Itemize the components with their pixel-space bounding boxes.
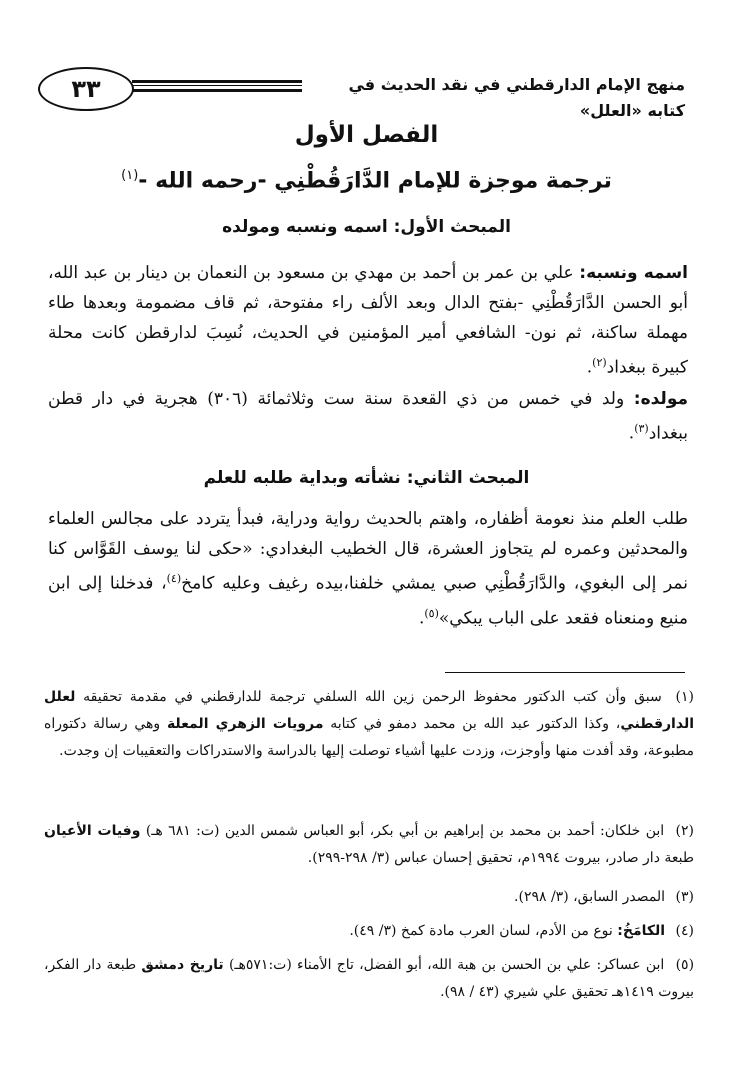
footnote-2-text: ابن خلكان: أحمد بن محمد بن إبراهيم بن أبي بكر، أبو العباس شمس الدين (ت: ٦٨١ هـ) <box>145 823 665 839</box>
footnote-1-book: لعلل الدارقطني <box>44 689 694 732</box>
footnote-ref-3[interactable]: (٣) <box>634 422 649 435</box>
footnote-3 <box>44 884 694 911</box>
header-rule <box>132 80 302 92</box>
footnote-1-text: سبق وأن كتب الدكتور محفوظ الرحمن زين الله السلفي ترجمة للدارقطني في مقدمة تحقيقه <box>83 689 662 705</box>
footnote-5 <box>44 952 694 1006</box>
footnote-5-number: (٥) <box>675 957 695 973</box>
footnote-5-book: تاريخ دمشق <box>141 957 224 973</box>
name-text: علي بن عمر بن أحمد بن مهدي بن مسعود بن النعمان بن دينار بن عبد الله، أبو الحسن الدَّارَقُطْنِي -بفتح الدال وبعد الألف راء مفتوحة، ثم قاف مضمومة وبعدها طاء مهملة ساكنة، ثم نون- الشافعي أمير المؤمنين في الحديث، نُسِبَ لدارقطن كانت محلة كبيرة ببغداد <box>48 263 688 378</box>
page-number-badge <box>38 67 134 111</box>
footnote-4-text: نوع من الأدم، لسان العرب مادة كمخ (٣/ ٤٩). <box>349 923 613 939</box>
footnote-ref-2[interactable]: (٢) <box>592 356 607 369</box>
section2-title: المبحث الثاني: نشأته وبداية طلبه للعلم <box>203 468 530 488</box>
biography-title <box>0 168 733 193</box>
footnote-ref-1[interactable]: (١) <box>121 168 139 183</box>
birth-text: ولد في خمس من ذي القعدة سنة ست وثلاثمائة (٣٠٦) هجرية في دار قطن ببغداد <box>48 389 688 444</box>
footnote-2 <box>44 818 694 872</box>
footnote-ref-4[interactable]: (٤) <box>166 572 182 585</box>
footnote-4-term: الكامَخُ: <box>617 923 666 939</box>
section1-title: المبحث الأول: اسمه ونسبه ومولده <box>222 217 511 237</box>
footnote-5-text: ابن عساكر: علي بن الحسن بن هبة الله، أبو الفضل، تاج الأمناء (ت:٥٧١هـ) <box>228 957 665 973</box>
footnote-5-text-2: طبعة دار الفكر، بيروت ١٤١٩هـ تحقيق علي شيري (٤٣ / ٩٨). <box>44 957 694 1000</box>
footnote-2-number: (٢) <box>675 823 694 839</box>
name-label: اسمه ونسبه: <box>579 263 688 283</box>
chapter-title: الفصل الأول <box>294 122 439 148</box>
birth-label: مولده: <box>633 389 689 409</box>
footnote-1-book-2: مرويات الزهري المعلة <box>166 716 324 732</box>
name-paragraph: اسمه ونسبه: علي بن عمر بن أحمد بن مهدي بن مسعود بن النعمان بن دينار بن عبد الله، أبو الحسن الدَّارَقُطْنِي -بفتح الدال وبعد الألف راء مفتوحة، ثم قاف مضمومة وبعدها طاء مهملة ساكنة، ثم نون- الشافعي أمير المؤمنين في الحديث، نُسِبَ لدارقطن كانت محلة كبيرة ببغداد$^{(٢)}$. <box>48 263 688 378</box>
footnote-4-number: (٤) <box>675 923 694 939</box>
footnote-ref-5[interactable]: (٥) <box>424 606 439 620</box>
footnote-1-text-2: ، وكذا الدكتور عبد الله بن محمد دمفو في كتابه <box>330 716 621 732</box>
upbringing-paragraph: طلب العلم منذ نعومة أظفاره، واهتم بالحديث رواية ودراية، فبدأ يتردد على مجالس العلماء والمحدثين وعمره لم يتجاوز العشرة، قال الخطيب البغدادي: «حكى لنا يوسف القَوَّاس كنا نمر إلى البغوي، والدَّارَقُطْنِي صبي يمشي خلفنا،بيده رغيف وعليه كامخ$^{(٤)}$، فدخلنا إلى ابن منيع ومنعناه فقعد على الباب يبكي»$^{(٥)}$. <box>48 509 688 629</box>
footnote-1-text-3: وهي رسالة دكتوراه مطبوعة، وقد أفدت منها وأوجزت، وزدت عليها أشياء توصلت إليها بالدراسة والاستدراكات والتعقيبات إن وجدت. <box>44 716 694 759</box>
footnote-3-text: المصدر السابق، (٣/ ٢٩٨). <box>514 889 666 905</box>
footnote-separator <box>445 672 685 673</box>
upbringing-text-tail: ، فدخلنا إلى ابن منيع ومنعناه فقعد على الباب يبكي» <box>48 573 688 629</box>
footnote-4 <box>44 918 694 945</box>
biography-title-text: ترجمة موجزة للإمام الدَّارَقُطْنِي -رحمه الله - <box>138 168 612 194</box>
footnote-1-number: (١) <box>675 689 694 705</box>
page-number: ٣٣ <box>71 75 101 103</box>
footnote-3-number: (٣) <box>675 889 694 905</box>
footnote-1 <box>44 684 694 765</box>
footnote-2-text-2: طبعة دار صادر، بيروت ١٩٩٤م، تحقيق إحسان عباس (٣/ ٢٩٨-٢٩٩). <box>307 850 694 866</box>
upbringing-text: طلب العلم منذ نعومة أظفاره، واهتم بالحديث رواية ودراية، فبدأ يتردد على مجالس العلماء والمحدثين وعمره لم يتجاوز العشرة، قال الخطيب البغدادي: «حكى لنا يوسف القَوَّاس كنا نمر إلى البغوي، والدَّارَقُطْنِي صبي يمشي خلفنا،بيده رغيف وعليه كامخ <box>48 509 688 594</box>
running-title: منهج الإمام الدارقطني في نقد الحديث في كتابه «العلل» <box>348 75 685 120</box>
birth-paragraph: مولده: ولد في خمس من ذي القعدة سنة ست وثلاثمائة (٣٠٦) هجرية في دار قطن ببغداد$^{(٣)}$. <box>48 389 689 444</box>
footnote-2-book: وفيات الأعيان <box>44 823 141 839</box>
